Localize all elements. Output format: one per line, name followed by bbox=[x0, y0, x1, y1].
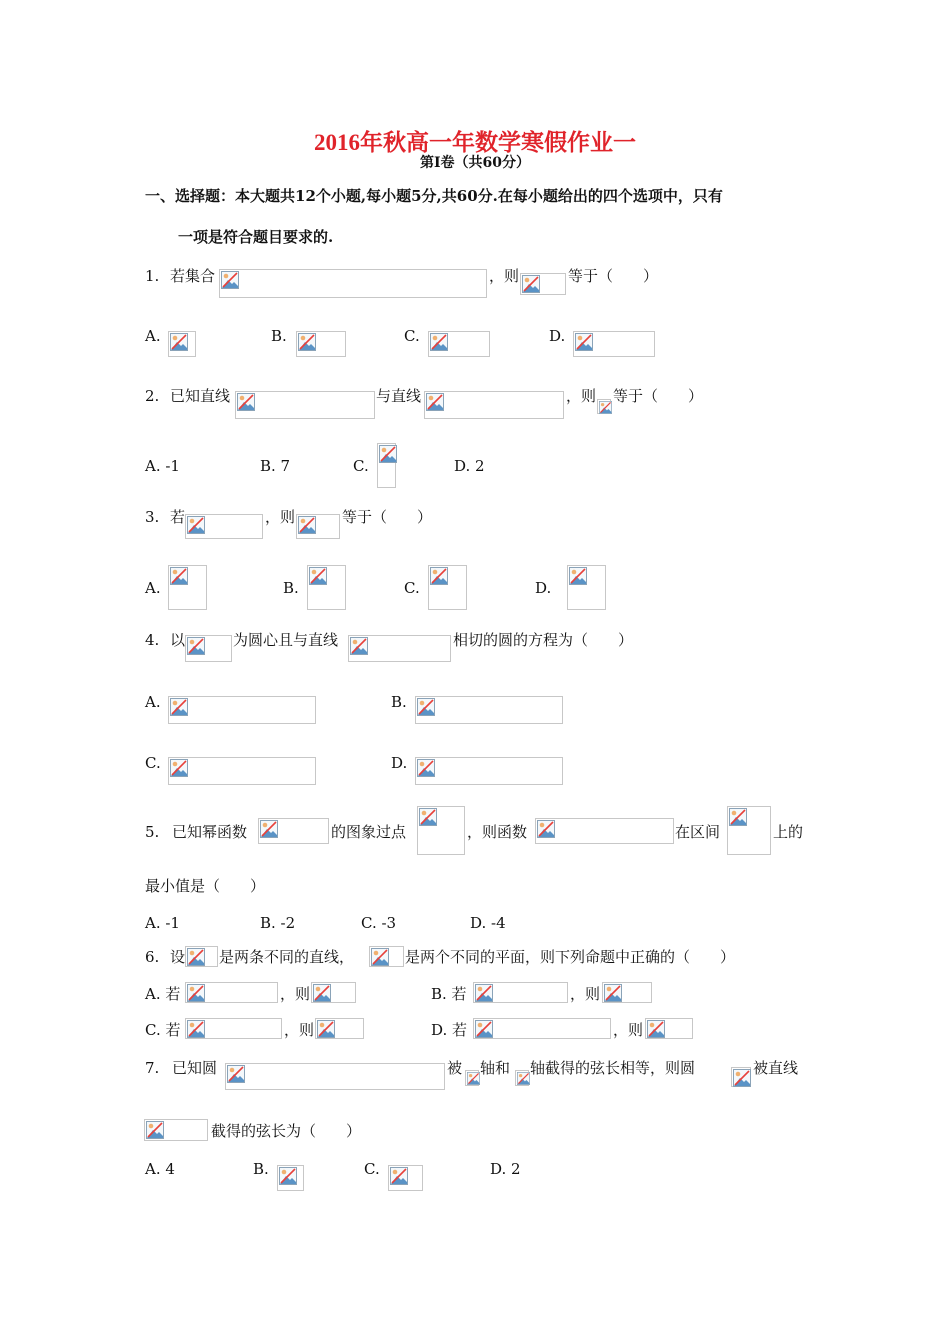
formula-image bbox=[388, 1165, 423, 1191]
q2-text: ，则 bbox=[566, 387, 597, 405]
formula-image bbox=[311, 982, 356, 1003]
formula-image bbox=[535, 818, 674, 844]
broken-image-icon bbox=[475, 1020, 493, 1038]
broken-image-icon bbox=[187, 984, 205, 1002]
formula-image bbox=[515, 1070, 529, 1086]
q7-text: 轴和 bbox=[480, 1059, 511, 1077]
q5-text: 的图象过点 bbox=[331, 823, 407, 841]
broken-image-icon bbox=[187, 1020, 205, 1038]
q1-number: 1. bbox=[145, 267, 160, 285]
q7-option-d: D. 2 bbox=[490, 1160, 521, 1178]
q2-text: 与直线 bbox=[376, 387, 422, 405]
formula-image bbox=[168, 331, 196, 357]
broken-image-icon bbox=[146, 1121, 164, 1139]
formula-image bbox=[415, 696, 563, 724]
broken-image-icon bbox=[733, 1069, 751, 1087]
broken-image-icon bbox=[279, 1167, 297, 1185]
formula-image bbox=[168, 565, 207, 610]
broken-image-icon bbox=[647, 1020, 665, 1038]
formula-image bbox=[424, 391, 564, 419]
q6-number: 6. bbox=[145, 948, 160, 966]
formula-image bbox=[727, 806, 771, 855]
q5-text: 已知幂函数 bbox=[172, 823, 248, 841]
broken-image-icon bbox=[419, 808, 437, 826]
q5-option-b: B. -2 bbox=[260, 914, 296, 932]
formula-image bbox=[573, 331, 655, 357]
formula-image bbox=[258, 818, 329, 844]
q7-option-c: C. bbox=[364, 1160, 380, 1178]
formula-image bbox=[645, 1018, 693, 1039]
formula-image bbox=[567, 565, 606, 610]
q3-text: 若 bbox=[170, 508, 186, 526]
formula-image bbox=[369, 946, 404, 967]
broken-image-icon bbox=[260, 820, 278, 838]
formula-image bbox=[377, 443, 396, 488]
q6-text: 是两条不同的直线， bbox=[219, 948, 355, 966]
broken-image-icon bbox=[170, 759, 188, 777]
q5-text: ，则函数 bbox=[467, 823, 528, 841]
q1-option-d: D. bbox=[549, 327, 566, 345]
q2-option-b: B. 7 bbox=[260, 457, 291, 475]
q3-number: 3. bbox=[145, 508, 160, 526]
broken-image-icon bbox=[309, 567, 327, 585]
formula-image bbox=[296, 331, 346, 357]
broken-image-icon bbox=[517, 1072, 530, 1085]
broken-image-icon bbox=[522, 275, 540, 293]
formula-image bbox=[168, 696, 316, 724]
section-heading: 一、选择题：本大题共12个小题,每小题5分,共60分.在每小题给出的四个选项中，只有 bbox=[145, 187, 723, 205]
q1-text: 等于（ ） bbox=[568, 267, 659, 285]
formula-image bbox=[144, 1119, 208, 1141]
q2-number: 2. bbox=[145, 387, 160, 405]
q4-number: 4. bbox=[145, 631, 160, 649]
q4-text: 以 bbox=[170, 631, 186, 649]
page-subtitle: 第Ⅰ卷（共60分） bbox=[419, 155, 531, 171]
q7-text: 轴截得的弦长相等，则圆 bbox=[530, 1059, 696, 1077]
broken-image-icon bbox=[187, 516, 205, 534]
q6-option-d: D. 若 bbox=[431, 1021, 468, 1039]
broken-image-icon bbox=[227, 1065, 245, 1083]
formula-image bbox=[428, 331, 490, 357]
formula-image bbox=[473, 982, 568, 1003]
q2-option-d: D. 2 bbox=[454, 457, 485, 475]
formula-image bbox=[185, 635, 232, 662]
broken-image-icon bbox=[237, 393, 255, 411]
q4-text: 相切的圆的方程为（ ） bbox=[453, 631, 634, 649]
broken-image-icon bbox=[170, 698, 188, 716]
q1-text: ，则 bbox=[489, 267, 520, 285]
q5-text: 上的 bbox=[773, 823, 804, 841]
q6-option-a: A. 若 bbox=[145, 985, 181, 1003]
q2-text: 等于（ ） bbox=[613, 387, 704, 405]
broken-image-icon bbox=[170, 567, 188, 585]
q4-option-c: C. bbox=[145, 754, 161, 772]
q5-option-d: D. -4 bbox=[470, 914, 506, 932]
formula-image bbox=[428, 565, 467, 610]
q7-text-cont: 截得的弦长为（ ） bbox=[211, 1122, 362, 1140]
broken-image-icon bbox=[350, 637, 368, 655]
broken-image-icon bbox=[475, 984, 493, 1002]
broken-image-icon bbox=[729, 808, 747, 826]
formula-image bbox=[415, 757, 563, 785]
q6-option-c: C. 若 bbox=[145, 1021, 181, 1039]
q2-option-a: A. -1 bbox=[145, 457, 180, 475]
q7-text: 被直线 bbox=[753, 1059, 799, 1077]
q5-number: 5. bbox=[145, 823, 160, 841]
formula-image bbox=[315, 1018, 364, 1039]
q1-option-a: A. bbox=[145, 327, 161, 345]
formula-image bbox=[185, 982, 278, 1003]
q6-text: 设 bbox=[170, 948, 186, 966]
broken-image-icon bbox=[379, 445, 397, 463]
q3-text: 等于（ ） bbox=[342, 508, 433, 526]
broken-image-icon bbox=[298, 333, 316, 351]
broken-image-icon bbox=[371, 948, 389, 966]
q6-option-b: B. 若 bbox=[431, 985, 467, 1003]
q3-option-c: C. bbox=[404, 579, 420, 597]
page-title: 2016年秋高一年数学寒假作业一 bbox=[314, 130, 636, 155]
q5-text: 在区间 bbox=[675, 823, 721, 841]
broken-image-icon bbox=[417, 759, 435, 777]
q6-option-c-text: ，则 bbox=[284, 1021, 315, 1039]
formula-image bbox=[473, 1018, 611, 1039]
q6-option-b-text: ，则 bbox=[570, 985, 601, 1003]
broken-image-icon bbox=[575, 333, 593, 351]
q1-text: 若集合 bbox=[170, 267, 216, 285]
q7-option-a: A. 4 bbox=[145, 1160, 175, 1178]
formula-image bbox=[296, 514, 340, 539]
q4-option-b: B. bbox=[391, 693, 407, 711]
formula-image bbox=[185, 946, 218, 967]
broken-image-icon bbox=[298, 516, 316, 534]
broken-image-icon bbox=[426, 393, 444, 411]
formula-image bbox=[277, 1165, 304, 1191]
q5-text-cont: 最小值是（ ） bbox=[145, 877, 266, 895]
formula-image bbox=[225, 1063, 445, 1090]
broken-image-icon bbox=[430, 333, 448, 351]
broken-image-icon bbox=[467, 1072, 480, 1085]
broken-image-icon bbox=[417, 698, 435, 716]
broken-image-icon bbox=[430, 567, 448, 585]
q2-option-c: C. bbox=[353, 457, 369, 475]
q5-option-a: A. -1 bbox=[145, 914, 180, 932]
q3-option-b: B. bbox=[283, 579, 299, 597]
formula-image bbox=[348, 635, 451, 662]
broken-image-icon bbox=[604, 984, 622, 1002]
formula-image bbox=[731, 1067, 751, 1087]
broken-image-icon bbox=[569, 567, 587, 585]
formula-image bbox=[185, 1018, 282, 1039]
q7-text: 已知圆 bbox=[172, 1059, 218, 1077]
formula-image bbox=[597, 399, 611, 414]
q3-option-a: A. bbox=[145, 579, 161, 597]
q3-option-d: D. bbox=[535, 579, 552, 597]
formula-image bbox=[520, 273, 566, 295]
q7-option-b: B. bbox=[253, 1160, 269, 1178]
broken-image-icon bbox=[170, 333, 188, 351]
q1-option-c: C. bbox=[404, 327, 420, 345]
formula-image bbox=[465, 1070, 479, 1086]
formula-image bbox=[185, 514, 263, 539]
q2-text: 已知直线 bbox=[170, 387, 231, 405]
q5-option-c: C. -3 bbox=[361, 914, 397, 932]
formula-image bbox=[307, 565, 346, 610]
formula-image bbox=[168, 757, 316, 785]
broken-image-icon bbox=[390, 1167, 408, 1185]
q4-option-d: D. bbox=[391, 754, 408, 772]
q7-number: 7. bbox=[145, 1059, 160, 1077]
formula-image bbox=[602, 982, 652, 1003]
broken-image-icon bbox=[537, 820, 555, 838]
broken-image-icon bbox=[221, 271, 239, 289]
broken-image-icon bbox=[599, 401, 612, 414]
formula-image bbox=[235, 391, 375, 419]
q4-text: 为圆心且与直线 bbox=[233, 631, 339, 649]
q4-option-a: A. bbox=[145, 693, 161, 711]
q7-text: 被 bbox=[447, 1059, 463, 1077]
q3-text: ，则 bbox=[265, 508, 296, 526]
q6-option-d-text: ，则 bbox=[613, 1021, 644, 1039]
q1-option-b: B. bbox=[271, 327, 287, 345]
broken-image-icon bbox=[317, 1020, 335, 1038]
formula-image bbox=[219, 269, 487, 298]
broken-image-icon bbox=[313, 984, 331, 1002]
broken-image-icon bbox=[187, 948, 205, 966]
formula-image bbox=[417, 806, 465, 855]
section-heading-cont: 一项是符合题目要求的. bbox=[178, 228, 334, 246]
q6-text: 是两个不同的平面，则下列命题中正确的（ ） bbox=[405, 948, 736, 966]
q6-option-a-text: ，则 bbox=[280, 985, 311, 1003]
broken-image-icon bbox=[187, 637, 205, 655]
